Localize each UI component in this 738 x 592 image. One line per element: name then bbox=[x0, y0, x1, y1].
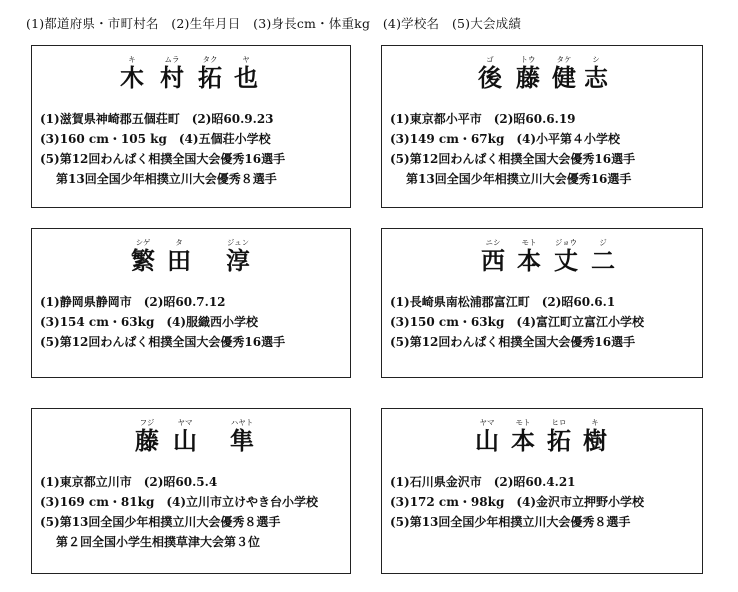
info-line: (1)静岡県静岡市 (2)昭60.7.12 bbox=[40, 295, 226, 309]
reading-kana: シ bbox=[592, 55, 600, 64]
info-line: (5)第12回わんぱく相撲全国大会優秀16選手 bbox=[390, 152, 636, 166]
reading-kana: ハヤト bbox=[230, 418, 254, 427]
name-char: 拓 bbox=[547, 426, 571, 455]
name-char: 拓 bbox=[198, 63, 222, 92]
player-info bbox=[40, 109, 344, 189]
field-legend: (1)都道府県・市町村名 (2)生年月日 (3)身長cm・体重kg (4)学校名 (5)大会成績 bbox=[26, 16, 522, 31]
player-info bbox=[40, 472, 344, 552]
info-line: (1)滋賀県神崎郡五個荘町 (2)昭60.9.23 bbox=[40, 112, 274, 126]
name-char: 健 bbox=[552, 63, 576, 92]
reading-kana: タク bbox=[202, 55, 218, 64]
reading-kana: ニシ bbox=[485, 238, 501, 247]
name-char: 村 bbox=[160, 63, 184, 92]
info-line: (3)154 cm・63kg (4)服織西小学校 bbox=[40, 315, 259, 329]
reading-kana: キ bbox=[128, 55, 136, 64]
player-info bbox=[390, 472, 696, 532]
info-line: 第13回全国少年相撲立川大会優秀８選手 bbox=[56, 172, 277, 186]
info-line: (5)第13回全国少年相撲立川大会優秀８選手 bbox=[390, 515, 631, 529]
name-char: 繁 bbox=[131, 246, 155, 275]
reading-kana: ヒロ bbox=[551, 418, 567, 427]
player-card bbox=[381, 228, 703, 378]
reading-kana: ヤマ bbox=[479, 418, 495, 427]
name-char: 樹 bbox=[583, 426, 607, 455]
name-char: 山 bbox=[475, 426, 499, 455]
name-char: 也 bbox=[234, 63, 258, 92]
reading-kana: ジ bbox=[599, 238, 607, 247]
reading-kana: ヤ bbox=[242, 55, 250, 64]
name-char: 山 bbox=[173, 426, 197, 455]
reading-kana: フジ bbox=[139, 418, 155, 427]
player-info bbox=[40, 292, 344, 352]
reading-kana: キ bbox=[591, 418, 599, 427]
info-line: (3)150 cm・63kg (4)富江町立富江小学校 bbox=[390, 315, 645, 329]
player-card bbox=[381, 408, 703, 574]
player-card bbox=[31, 408, 351, 574]
info-line: (1)東京都小平市 (2)昭60.6.19 bbox=[390, 112, 576, 126]
reading-kana: タケ bbox=[556, 55, 572, 64]
name-char: 田 bbox=[167, 246, 191, 275]
reading-kana: ジュン bbox=[226, 238, 250, 247]
reading-kana: ムラ bbox=[164, 55, 180, 64]
name-char: 本 bbox=[511, 426, 535, 455]
player-card bbox=[381, 45, 703, 208]
info-line: (1)石川県金沢市 (2)昭60.4.21 bbox=[390, 475, 576, 489]
player-name bbox=[32, 64, 350, 92]
name-char: 隼 bbox=[230, 426, 254, 455]
info-line: 第13回全国少年相撲立川大会優秀16選手 bbox=[406, 172, 632, 186]
name-char: 志 bbox=[584, 63, 608, 92]
reading-kana: ジョウ bbox=[554, 238, 578, 247]
player-name bbox=[382, 427, 702, 455]
player-info bbox=[390, 109, 696, 189]
info-line: (1)東京都立川市 (2)昭60.5.4 bbox=[40, 475, 218, 489]
reading-kana: シゲ bbox=[135, 238, 151, 247]
info-line: (5)第13回全国少年相撲立川大会優秀８選手 bbox=[40, 515, 281, 529]
name-char: 後 bbox=[478, 63, 502, 92]
reading-kana: モト bbox=[521, 238, 537, 247]
name-char: 二 bbox=[591, 246, 615, 275]
name-char: 藤 bbox=[516, 63, 540, 92]
info-line: (5)第12回わんぱく相撲全国大会優秀16選手 bbox=[40, 335, 286, 349]
name-char: 西 bbox=[481, 246, 505, 275]
name-char: 藤 bbox=[135, 426, 159, 455]
name-char: 本 bbox=[517, 246, 541, 275]
info-line: (1)長崎県南松浦郡富江町 (2)昭60.6.1 bbox=[390, 295, 616, 309]
reading-kana: モト bbox=[515, 418, 531, 427]
info-line: (3)169 cm・81kg (4)立川市立けやき台小学校 bbox=[40, 495, 319, 509]
info-line: (3)149 cm・67kg (4)小平第４小学校 bbox=[390, 132, 621, 146]
reading-kana: ヤマ bbox=[177, 418, 193, 427]
info-line: 第２回全国小学生相撲草津大会第３位 bbox=[56, 535, 261, 549]
info-line: (3)160 cm・105 kg (4)五個荘小学校 bbox=[40, 132, 271, 146]
name-char: 丈 bbox=[554, 246, 578, 275]
reading-kana: トウ bbox=[520, 55, 536, 64]
player-name bbox=[382, 64, 702, 92]
reading-kana: タ bbox=[175, 238, 183, 247]
player-name bbox=[32, 247, 350, 275]
player-card bbox=[31, 45, 351, 208]
player-card bbox=[31, 228, 351, 378]
name-char: 淳 bbox=[226, 246, 250, 275]
player-name bbox=[382, 247, 702, 275]
info-line: (5)第12回わんぱく相撲全国大会優秀16選手 bbox=[40, 152, 286, 166]
player-info bbox=[390, 292, 696, 352]
name-char: 木 bbox=[120, 63, 144, 92]
info-line: (3)172 cm・98kg (4)金沢市立押野小学校 bbox=[390, 495, 645, 509]
info-line: (5)第12回わんぱく相撲全国大会優秀16選手 bbox=[390, 335, 636, 349]
player-name bbox=[32, 427, 350, 455]
reading-kana: ゴ bbox=[486, 55, 494, 64]
